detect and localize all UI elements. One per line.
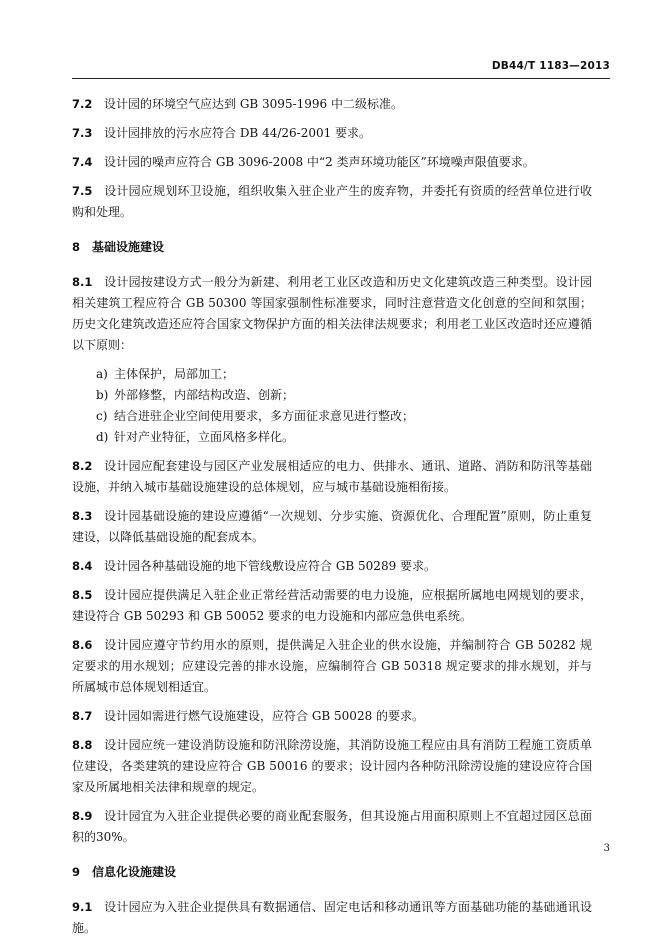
list-item-text: 外部修整，内部结构改造、创新；: [114, 388, 295, 402]
clause-text: 设计园基础设施的建设应遵循“一次规划、分步实施、资源优化、合理配置”原则，防止重复建设，以降低基础设施的配套成本。: [72, 509, 592, 544]
section-title: 信息化设施建设: [92, 865, 177, 879]
list-item: [96, 364, 592, 385]
document-body: [72, 86, 592, 939]
clause-text: 设计园应为入驻企业提供具有数据通信、固定电话和移动通讯等方面基础功能的基础通讯设施。: [72, 900, 592, 935]
principles-list: [72, 364, 592, 448]
list-marker: c): [96, 409, 108, 423]
clause-number: 7.3: [72, 126, 93, 140]
clause-8-6: [72, 635, 592, 698]
list-marker: b): [96, 388, 109, 402]
clause-number: 8.2: [72, 459, 93, 473]
page-number: 3: [603, 843, 610, 854]
list-item-text: 主体保护，局部加工；: [114, 367, 235, 381]
clause-number: 8.6: [72, 638, 93, 652]
clause-9-1: [72, 897, 592, 939]
list-item-text: 结合进驻企业空间使用要求，多方面征求意见进行整改；: [114, 409, 415, 423]
clause-text: 设计园应统一建设消防设施和防汛除涝设施，其消防设施工程应由具有消防工程施工资质单位建设，各类建筑的建设应符合 GB 50016 的要求；设计园内各种防汛除涝设施的建设应符合国家及所属地相关法律和规章的规定。: [72, 738, 592, 794]
clause-text: 设计园宜为入驻企业提供必要的商业配套服务，但其设施占用面积原则上不宜超过园区总面积的30%。: [72, 809, 592, 844]
clause-7-2: [72, 94, 592, 115]
section-number: 8: [72, 240, 81, 254]
clause-7-4: [72, 152, 592, 173]
clause-8-1: [72, 272, 592, 356]
list-marker: a): [96, 367, 108, 381]
clause-number: 9.1: [72, 900, 93, 914]
section-title: 基础设施建设: [92, 240, 165, 254]
list-item: [96, 406, 592, 427]
clause-number: 7.5: [72, 184, 93, 198]
clause-number: 8.3: [72, 509, 93, 523]
clause-text: 设计园按建设方式一般分为新建、利用老工业区改造和历史文化建筑改造三种类型。设计园相关建筑工程应符合 GB 50300 等国家强制性标准要求，同时注意营造文化创意的空间和氛围；历史文化建筑改造还应符合国家文物保护方面的相关法律法规要求；利用老工业区改造时还应遵循以下原则：: [72, 275, 592, 352]
header-rule: [72, 78, 610, 79]
clause-8-3: [72, 506, 592, 548]
list-item: [96, 427, 592, 448]
clause-8-4: [72, 556, 592, 577]
clause-text: 设计园排放的污水应符合 DB 44/26-2001 要求。: [104, 126, 372, 140]
section-heading-8: [72, 237, 592, 258]
clause-number: 8.1: [72, 275, 93, 289]
standard-code: DB44/T 1183—2013: [491, 60, 610, 72]
list-marker: d): [96, 430, 109, 444]
clause-8-2: [72, 456, 592, 498]
section-number: 9: [72, 865, 81, 879]
clause-number: 7.4: [72, 155, 93, 169]
clause-text: 设计园如需进行燃气设施建设，应符合 GB 50028 的要求。: [104, 709, 425, 723]
clause-number: 8.7: [72, 709, 93, 723]
clause-7-5: [72, 181, 592, 223]
clause-text: 设计园应规划环卫设施，组织收集入驻企业产生的废弃物，并委托有资质的经营单位进行收购和处理。: [72, 184, 592, 219]
clause-8-9: [72, 806, 592, 848]
clause-number: 8.5: [72, 588, 93, 602]
clause-number: 7.2: [72, 97, 93, 111]
list-item-text: 针对产业特征，立面风格多样化。: [114, 430, 295, 444]
list-item: [96, 385, 592, 406]
clause-number: 8.9: [72, 809, 93, 823]
clause-text: 设计园应提供满足入驻企业正常经营活动需要的电力设施，应根据所属地电网规划的要求，建设符合 GB 50293 和 GB 50052 要求的电力设施和内部应急供电系统。: [72, 588, 592, 623]
clause-7-3: [72, 123, 592, 144]
clause-number: 8.4: [72, 559, 93, 573]
clause-8-8: [72, 735, 592, 798]
clause-text: 设计园应遵守节约用水的原则，提供满足入驻企业的供水设施，并编制符合 GB 50282 规定要求的用水规划；应建设完善的排水设施，应编制符合 GB 50318 规定要求的排水规划，并与所属城市总体规划相适宜。: [72, 638, 592, 694]
section-heading-9: [72, 862, 592, 883]
clause-number: 8.8: [72, 738, 93, 752]
clause-text: 设计园各种基础设施的地下管线敷设应符合 GB 50289 要求。: [104, 559, 437, 573]
clause-8-5: [72, 585, 592, 627]
clause-8-7: [72, 706, 592, 727]
clause-text: 设计园的噪声应符合 GB 3096-2008 中“2 类声环境功能区”环境噪声限值要求。: [104, 155, 535, 169]
clause-text: 设计园的环境空气应达到 GB 3095-1996 中二级标准。: [104, 97, 403, 111]
clause-text: 设计园应配套建设与园区产业发展相适应的电力、供排水、通讯、道路、消防和防汛等基础设施，并纳入城市基础设施建设的总体规划，应与城市基础设施相衔接。: [72, 459, 592, 494]
